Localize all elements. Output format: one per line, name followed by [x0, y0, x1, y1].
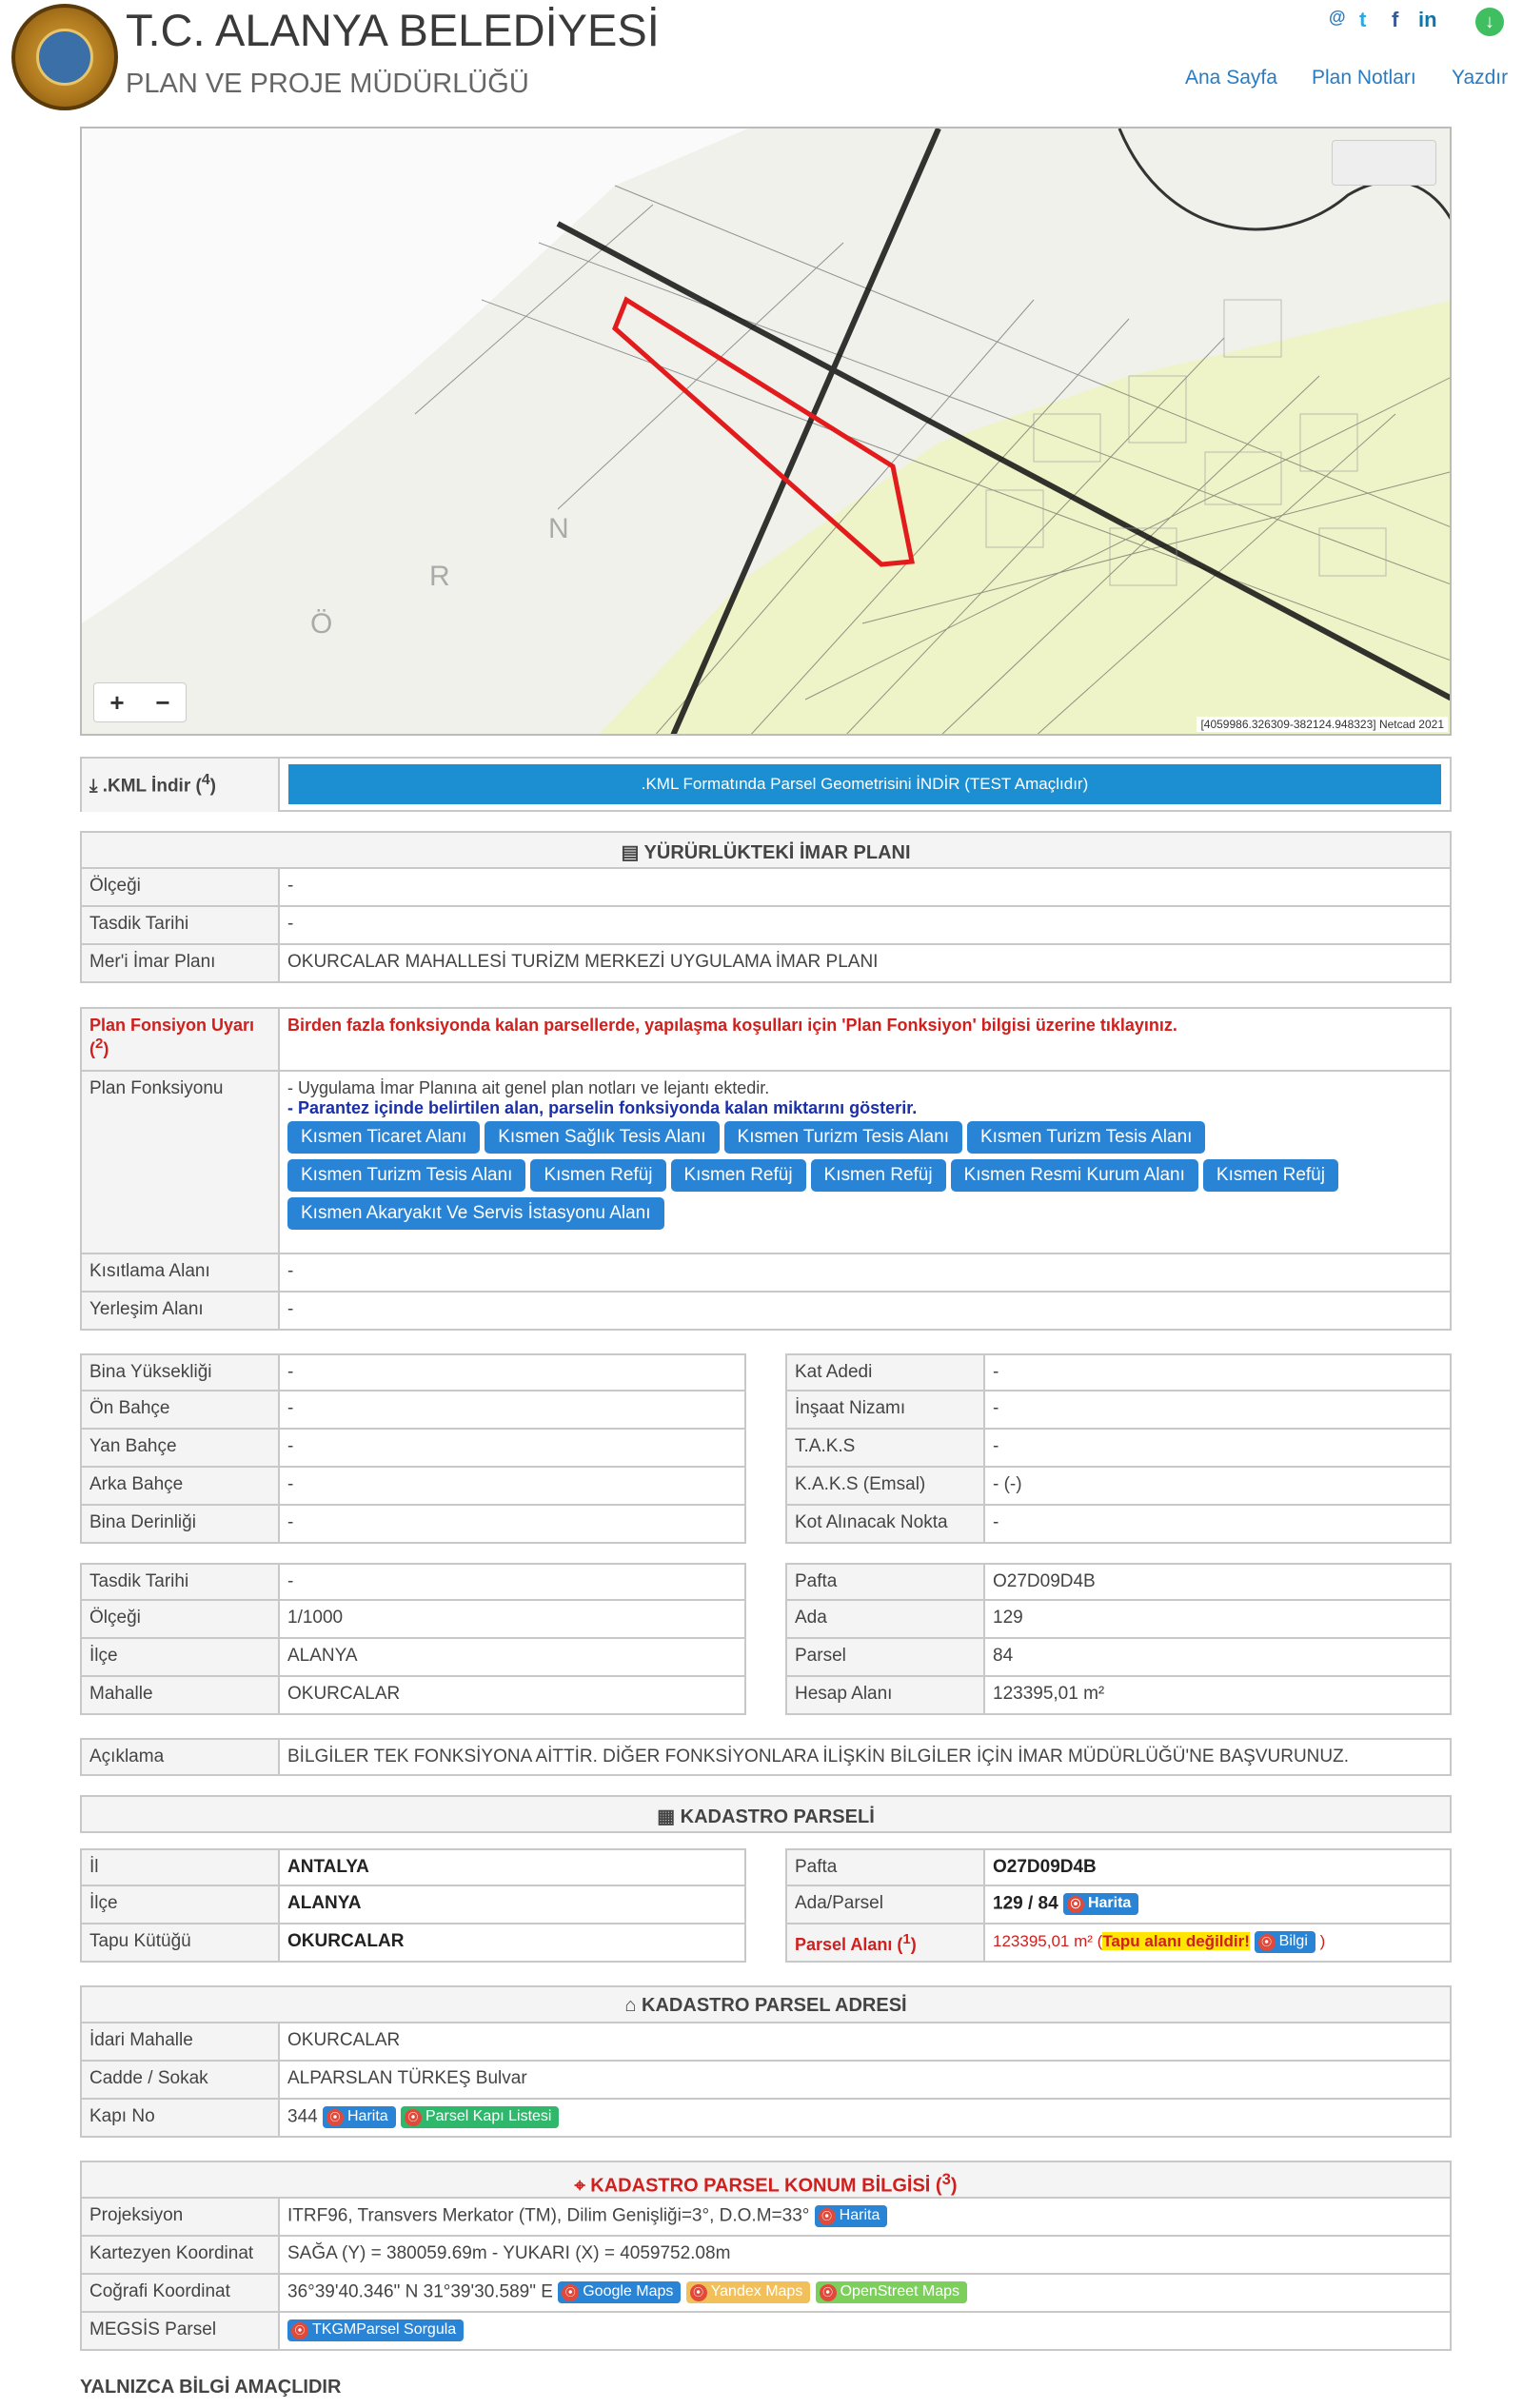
table-row: Yan Bahçe -	[80, 1430, 746, 1468]
fonksiyon-button[interactable]: Kısmen Turizm Tesis Alanı	[967, 1121, 1205, 1154]
fonksiyon-button[interactable]: Kısmen Sağlık Tesis Alanı	[485, 1121, 719, 1154]
table-row: Projeksiyon ITRF96, Transvers Merkator (TM), Dilim Genişliği=3°, D.O.M=33° ⦿ Harita	[80, 2199, 1452, 2237]
imar-plan-heading: ▤ YÜRÜRLÜKTEKİ İMAR PLANI	[80, 831, 1452, 869]
parcel-map[interactable]	[80, 127, 1452, 736]
door-list-button[interactable]: ⦿ Parsel Kapı Listesi	[401, 2106, 560, 2128]
table-row: K.A.K.S (Emsal) - (-)	[785, 1468, 1452, 1506]
fonksiyon-button[interactable]: Kısmen Resmi Kurum Alanı	[951, 1159, 1198, 1192]
table-row: Coğrafi Koordinat 36°39'40.346" N 31°39'30.589" E ⦿ Google Maps ⦿ Yandex Maps ⦿ OpenStreet Maps	[80, 2275, 1452, 2313]
fonksiyon-button[interactable]: Kısmen Refüj	[671, 1159, 806, 1192]
table-row: Parsel 84	[785, 1639, 1452, 1677]
megsis-query-button[interactable]: ⦿ TKGMParsel Sorgula	[287, 2319, 464, 2341]
zoom-out-button[interactable]: −	[155, 687, 170, 717]
table-row: Ölçeği -	[80, 869, 1452, 907]
table-row: Mer'i İmar Planı OKURCALAR MAHALLESİ TURİZM MERKEZİ UYGULAMA İMAR PLANI	[80, 945, 1452, 983]
table-row: İnşaat Nizamı -	[785, 1392, 1452, 1430]
table-row: İlçe ALANYA	[80, 1886, 746, 1924]
table-row: Kot Alınacak Nokta -	[785, 1506, 1452, 1544]
zoom-in-button[interactable]: +	[109, 687, 125, 717]
tapu-warning: Tapu alanı değildir!	[1102, 1931, 1250, 1950]
table-row: Bina Derinliği -	[80, 1506, 746, 1544]
kml-download-button[interactable]: .KML Formatında Parsel Geometrisini İNDİR (TEST Amaçlıdır)	[288, 764, 1441, 804]
nav-print-link[interactable]: Yazdır	[1452, 67, 1509, 89]
table-row: Mahalle OKURCALAR	[80, 1677, 746, 1715]
download-icon[interactable]: ↓	[1475, 8, 1504, 36]
kml-label: ⤓ .KML İndir ($^4$)	[82, 759, 280, 812]
layer-switcher-button[interactable]	[1332, 140, 1436, 186]
kadastro-heading: ▦ KADASTRO PARSELİ	[80, 1795, 1452, 1833]
plan-fonksiyon-row: Plan Fonksiyonu - Uygulama İmar Planına ait genel plan notları ve lejantı ektedir. - Parantez içinde belirtilen alan, parselin fonksiyonda kalan miktarını gösterir. Kısmen Ticaret Alanı Kısmen Sağlık Tesis Alanı Kısmen Turizm Tesis Alanı Kısmen Turizm Tesis Alanı Kısmen Turizm Tesis Alanı Kısmen Refüj Kısmen Refüj Kısmen Refüj Kısmen Resmi Kurum Alanı Kısmen Refüj Kısmen Akaryakıt Ve Servis İstasyonu Alanı	[80, 1072, 1452, 1254]
yandex-maps-button[interactable]: ⦿ Yandex Maps	[686, 2281, 811, 2303]
fonksiyon-button[interactable]: Kısmen Turizm Tesis Alanı	[724, 1121, 962, 1154]
table-row: Ada 129	[785, 1601, 1452, 1639]
zoom-control	[93, 682, 187, 722]
plan-fonksiyon-warning-row	[80, 1007, 1452, 1072]
table-row: Ölçeği 1/1000	[80, 1601, 746, 1639]
table-row: Hesap Alanı 123395,01 m²	[785, 1677, 1452, 1715]
plan-fonksiyon-content: - Uygulama İmar Planına ait genel plan notları ve lejantı ektedir. - Parantez içinde belirtilen alan, parselin fonksiyonda kalan miktarını gösterir. Kısmen Ticaret Alanı Kısmen Sağlık Tesis Alanı Kısmen Turizm Tesis Alanı Kısmen Turizm Tesis Alanı Kısmen Turizm Tesis Alanı Kısmen Refüj Kısmen Refüj Kısmen Refüj Kısmen Resmi Kurum Alanı Kısmen Refüj Kısmen Akaryakıt Ve Servis İstasyonu Alanı	[280, 1072, 1450, 1253]
table-row: T.A.K.S -	[785, 1430, 1452, 1468]
map-canvas[interactable]	[82, 128, 1452, 736]
fonksiyon-button[interactable]: Kısmen Ticaret Alanı	[287, 1121, 480, 1154]
table-row: Kısıtlama Alanı -	[80, 1254, 1452, 1293]
instagram-icon[interactable]: @	[1329, 8, 1346, 27]
table-row: Ön Bahçe -	[80, 1392, 746, 1430]
warning-label: Plan Fonsiyon Uyarı ($^2$)	[82, 1009, 280, 1070]
disclaimer-footer: YALNIZCA BİLGİ AMAÇLIDIR	[80, 2377, 342, 2398]
table-row: Pafta O27D09D4B	[785, 1563, 1452, 1601]
fonksiyon-button[interactable]: Kısmen Refüj	[530, 1159, 665, 1192]
table-row: Parsel Alanı ($^1$) 123395,01 m² (Tapu alanı değildir! ⦿ Bilgi )	[785, 1924, 1452, 1963]
map-label-n: N	[548, 513, 569, 544]
fonksiyon-button[interactable]: Kısmen Akaryakıt Ve Servis İstasyonu Alanı	[287, 1197, 664, 1230]
map-link-button[interactable]: ⦿ Harita	[323, 2106, 396, 2128]
table-row: İl ANTALYA	[80, 1848, 746, 1886]
page-header	[0, 0, 1523, 114]
table-row: Bina Yüksekliği -	[80, 1353, 746, 1392]
warning-text: Birden fazla fonksiyonda kalan parsellerde, yapılaşma koşulları için 'Plan Fonksiyon' bilgisi üzerine tıklayınız.	[287, 1016, 1177, 1035]
table-row: Tasdik Tarihi -	[80, 1563, 746, 1601]
linkedin-icon[interactable]: in	[1418, 8, 1437, 31]
aciklama-row: Açıklama BİLGİLER TEK FONKSİYONA AİTTİR. DİĞER FONKSİYONLARA İLİŞKİN BİLGİLER İÇİN İMAR MÜDÜRLÜĞÜ'NE BAŞVURUNUZ.	[80, 1738, 1452, 1776]
google-maps-button[interactable]: ⦿ Google Maps	[558, 2281, 681, 2303]
nav-home-link[interactable]: Ana Sayfa	[1185, 67, 1277, 89]
map-link-button[interactable]: ⦿ Harita	[815, 2205, 888, 2227]
table-row: İlçe ALANYA	[80, 1639, 746, 1677]
nav-plan-notes-link[interactable]: Plan Notları	[1312, 67, 1416, 89]
table-row: Arka Bahçe -	[80, 1468, 746, 1506]
table-row: Tasdik Tarihi -	[80, 907, 1452, 945]
facebook-icon[interactable]: f	[1392, 8, 1399, 31]
map-link-button[interactable]: ⦿ Harita	[1063, 1893, 1138, 1915]
openstreet-maps-button[interactable]: ⦿ OpenStreet Maps	[816, 2281, 967, 2303]
map-label-r: R	[429, 561, 450, 592]
table-row: MEGSİS Parsel ⦿ TKGMParsel Sorgula	[80, 2313, 1452, 2351]
municipality-seal-logo	[11, 4, 118, 110]
map-attribution: [4059986.326309-382124.948323] Netcad 2021	[1197, 717, 1448, 732]
fonksiyon-button[interactable]: Kısmen Refüj	[1203, 1159, 1338, 1192]
site-subtitle: PLAN VE PROJE MÜDÜRLÜĞÜ	[126, 69, 529, 99]
fonksiyon-button[interactable]: Kısmen Refüj	[811, 1159, 946, 1192]
table-row: Pafta O27D09D4B	[785, 1848, 1452, 1886]
site-title: T.C. ALANYA BELEDİYESİ	[126, 5, 660, 55]
table-row: Kapı No 344 ⦿ Harita ⦿ Parsel Kapı Listesi	[80, 2100, 1452, 2138]
adres-heading: ⌂ KADASTRO PARSEL ADRESİ	[80, 1985, 1452, 2023]
info-button[interactable]: ⦿ Bilgi	[1255, 1931, 1315, 1953]
table-row: Ada/Parsel 129 / 84 ⦿ Harita	[785, 1886, 1452, 1924]
map-label-o: Ö	[310, 608, 333, 640]
twitter-icon[interactable]: t	[1359, 8, 1367, 31]
table-row: İdari Mahalle OKURCALAR	[80, 2023, 1452, 2062]
konum-heading: ⌖ KADASTRO PARSEL KONUM BİLGİSİ ($^3$)	[80, 2161, 1452, 2199]
table-row: Kartezyen Koordinat SAĞA (Y) = 380059.69m - YUKARI (X) = 4059752.08m	[80, 2237, 1452, 2275]
table-row: Tapu Kütüğü OKURCALAR	[80, 1924, 746, 1963]
table-row: Cadde / Sokak ALPARSLAN TÜRKEŞ Bulvar	[80, 2062, 1452, 2100]
fonksiyon-button[interactable]: Kısmen Turizm Tesis Alanı	[287, 1159, 525, 1192]
table-row: Yerleşim Alanı -	[80, 1293, 1452, 1331]
table-row: Kat Adedi -	[785, 1353, 1452, 1392]
